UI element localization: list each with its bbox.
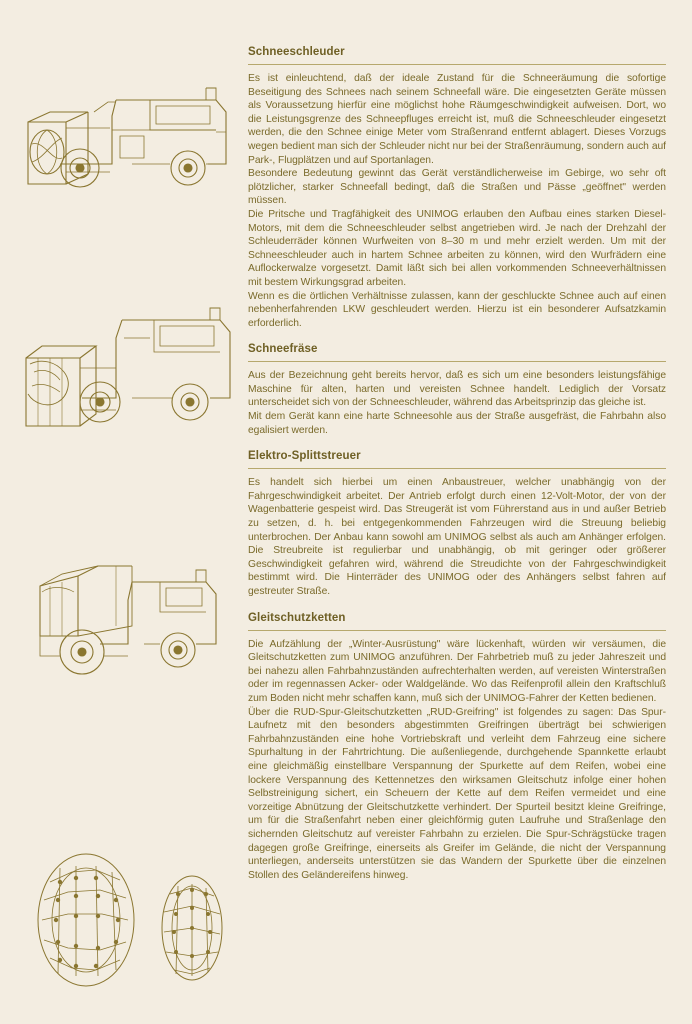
paragraph: Besondere Bedeutung gewinnt das Gerät verständlicherweise im Gebirge, wo sehr oft plötzlicher, starker Schneefall bedingt, daß die Straßen und Pässe „geöffnet" werden müssen. [248, 168, 666, 207]
paragraph: Aus der Bezeichnung geht bereits hervor, daß es sich um eine besonders leistungsfähige Maschine für alten, harten und vereisten Schnee handelt. Lediglich der Vorsatz unterscheidet sich von der Schneeschleuder, während das Arbeitsprinzip das gleiche ist. [248, 370, 666, 409]
grit-spreader-truck-illustration [20, 552, 238, 712]
text-column [242, 34, 666, 1006]
paragraph: Es ist einleuchtend, daß der ideale Zustand für die Schneeräumung die sofortige Beseitigung des Schnees nach seinem Schneefall wäre. Die eingesetzten Geräte müssen als Voraussetzung hierfür eine möglichst hohe Räumgeschwindigkeit aufweisen. Dort, wo die Leistungsgrenze des Schneepfluges erreicht ist, muß die Schneeschleuder eingesetzt werden, die den Schnee einige Meter vom Straßenrand entfernt ablagert. Dieses Vorzugs wegen bedient man sich der Schleuder nicht nur bei der Straßenräumung, sondern auch auf Park-, Flugplätzen und auf Sportanlagen. [248, 73, 666, 166]
section-divider [248, 468, 666, 469]
section-divider [248, 64, 666, 65]
section-divider [248, 361, 666, 362]
section-header [248, 343, 666, 362]
paragraph: Die Pritsche und Tragfähigkeit des UNIMOG erlauben den Aufbau eines starken Diesel-Motors, mit dem die Schneeschleuder selbst angetrieben wird. Je nach der Drehzahl der Schleuderräder können Wurfweiten von 8–30 m und mehr erzielt werden. Um mit der Schneeschleuder auch in hartem Schnee arbeiten zu können, wird den Wurfrädern eine Auflockerwalze vorgesetzt. Damit läßt sich bei allen vorkommenden Schneeverhältnissen mit bestem Wirkungsgrad arbeiten. [248, 208, 666, 288]
section-title: Elektro-Splittstreuer [248, 450, 361, 463]
section-header [248, 450, 666, 469]
snow-blower-truck-illustration [20, 72, 238, 222]
section-schneefraese [248, 343, 666, 437]
section-schneeschleuder [248, 46, 666, 330]
section-title: Gleitschutzketten [248, 611, 346, 624]
snow-chain-illustration [20, 824, 238, 1024]
snow-cutter-truck-illustration [20, 302, 238, 462]
paragraph: Mit dem Gerät kann eine harte Schneesohle aus der Straße ausgefräst, die Fahrbahn also egalisiert werden. [248, 411, 666, 436]
paragraph: Über die RUD-Spur-Gleitschutzketten „RUD-Greifring" ist folgendes zu sagen: Das Spur-Laufnetz mit den besonders abgestimmten Greifringen überträgt bei schwierigen Fahrbahnzuständen eine hohe Vortriebskraft und verleiht dem Fahrzeug eine sichere Spurhaltung in der Fahrtrichtung. Die außenliegende, durchgehende Spannkette erlaubt eine gleichmäßig einstellbare Verspannung der Spurkette auf dem Reifen, wobei eine lockere Verspannung des Kettennetzes den wirksamen Gleitschutz infolge einer hohen Selbstreinigung sichert, ein Scheuern der Kette auf dem Reifen vermeidet und eine vorzeitige Abnützung der Gleitschutzkette verhindert. Der Spurteil besitzt kleine Greifringe, um für die Straßenfahrt neben einer gleichförmig guten Laufruhe und Straßenlage den sichernden Gleitschutz auf vereister Fahrbahn zu erzielen. Die Spur-Schrägstücke tragen dagegen große Greifringe, einerseits als Greifer im Gelände, die nicht der Verspannung unterliegen, anderseits unterstützen sie das Wandern der Spurkette über die einzelnen Stollen des Geländereifens hinweg. [248, 706, 666, 881]
section-header [248, 46, 666, 65]
section-header [248, 612, 666, 631]
section-elektro-splittstreuer [248, 450, 666, 598]
section-title: Schneeschleuder [248, 46, 345, 58]
paragraph: Wenn es die örtlichen Verhältnisse zulassen, kann der geschluckte Schnee auch auf einen nebenherfahrenden LKW geschleudert werden. Hierzu ist ein besonderer Aufsatzkamin erforderlich. [248, 290, 666, 329]
section-title: Schneefräse [248, 343, 318, 356]
section-gleitschutzketten [248, 612, 666, 883]
paragraph: Die Aufzählung der „Winter-Ausrüstung" wäre lückenhaft, würden wir versäumen, die Gleitschutzketten zum UNIMOG anzuführen. Der Fahrbetrieb muß zu jeder Jahreszeit und bei nahezu allen Fahrbahnzuständen aufrechterhalten werden, auf vereisten Winterstraßen oder im regennassen Acker- oder Waldgelände. Wo das Reifenprofil allein den Kraftschluß zum Boden nicht mehr schaffen kann, muß sich der UNIMOG-Fahrer der Ketten bedienen. [248, 638, 666, 704]
paragraph: Es handelt sich hierbei um einen Anbaustreuer, welcher unabhängig von der Fahrgeschwindigkeit arbeitet. Der Antrieb erfolgt durch einen 12-Volt-Motor, der von der Wagenbatterie gespeist wird. Das Streugerät ist vom Führerstand aus in und außer Betrieb zu setzen, d. h. bei entgegenkommenden Fahrzeugen wird die Streuung beliebig unterbrochen. Der Anbau kann sowohl am UNIMOG selbst als auch am Anhänger erfolgen. Die Streubreite ist regulierbar und unabhängig, ob mit geringer oder größerer Geschwindigkeit gefahren wird, während die Streudichte von der Fahrgeschwindigkeit bestimmt wird. Die Hinterräder des UNIMOG oder des Anhängers selbst fahren auf gestreuter Straße. [248, 477, 666, 597]
section-divider [248, 630, 666, 631]
illustration-column [14, 34, 242, 1006]
